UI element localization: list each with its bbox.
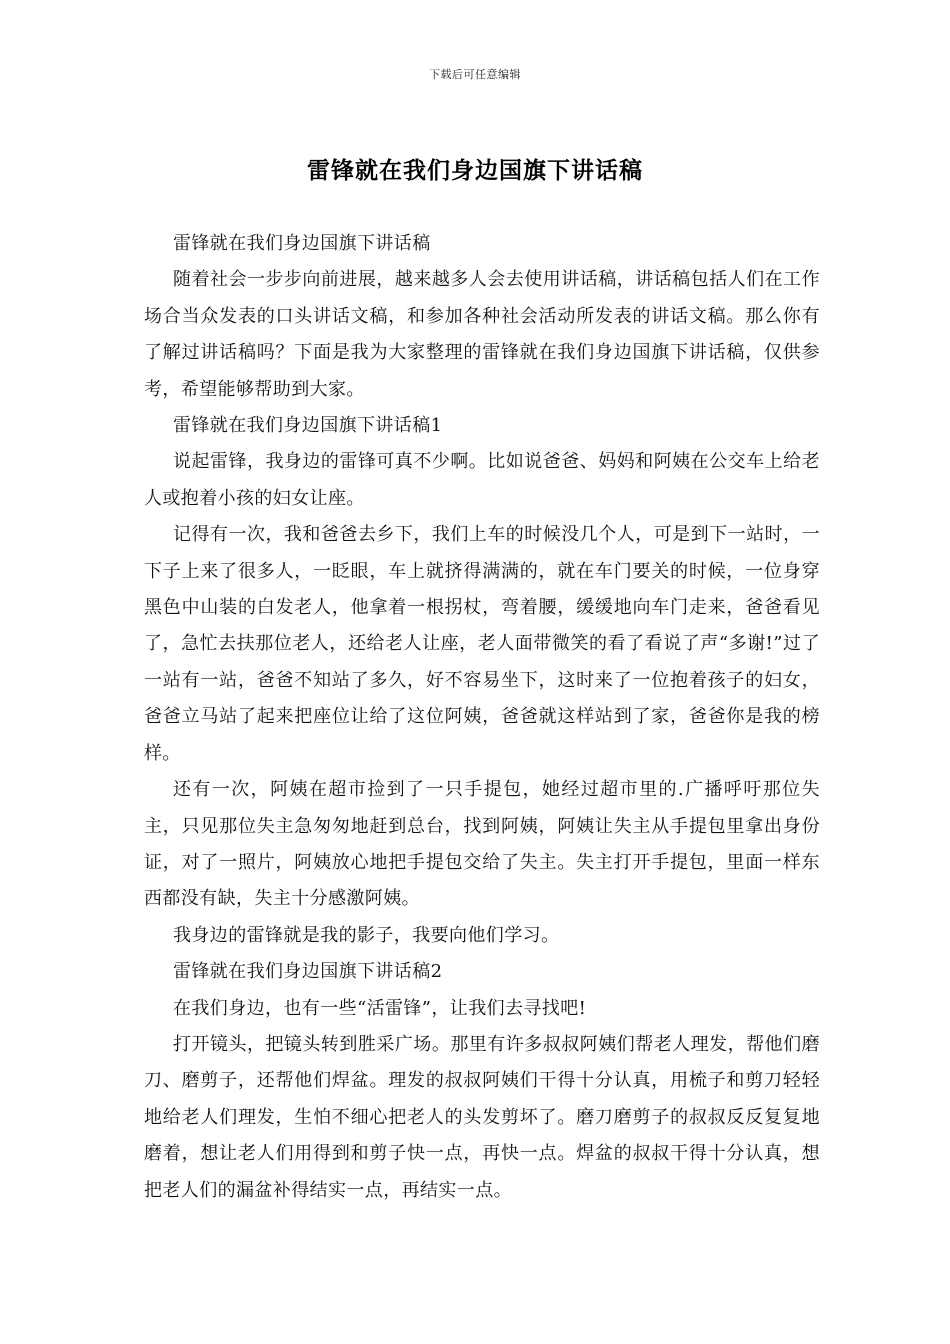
body-paragraph: 说起雷锋，我身边的雷锋可真不少啊。比如说爸爸、妈妈和阿姨在公交车上给老人或抱着小孩的妇女让座。 [144,451,820,509]
section-heading-2: 雷锋就在我们身边国旗下讲话稿2 [173,961,443,983]
body-paragraph: 还有一次，阿姨在超市捡到了一只手提包，她经过超市里的.广播呼吁那位失主，只见那位失主急匆匆地赶到总台，找到阿姨，阿姨让失主从手提包里拿出身份证，对了一照片，阿姨放心地把手提包交给了失主。失主打开手提包，里面一样东西都没有缺，失主十分感激阿姨。 [144,779,820,910]
body-paragraph: 记得有一次，我和爸爸去乡下，我们上车的时候没几个人，可是到下一站时，一下子上来了很多人，一眨眼，车上就挤得满满的，就在车门要关的时候，一位身穿黑色中山装的白发老人，他拿着一根拐杖，弯着腰，缓缓地向车门走来，爸爸看见了，急忙去扶那位老人，还给老人让座，老人面带微笑的看了看说了声“多谢!”过了一站有一站，爸爸不知站了多久，好不容易坐下，这时来了一位抱着孩子的妇女，爸爸立马站了起来把座位让给了这位阿姨，爸爸就这样站到了家，爸爸你是我的榜样。 [144,524,820,764]
header-note: 下载后可任意编辑 [429,68,521,81]
document-body [144,226,820,1209]
body-paragraph: 打开镜头，把镜头转到胜采广场。那里有许多叔叔阿姨们帮老人理发，帮他们磨刀、磨剪子，还帮他们焊盆。理发的叔叔阿姨们干得十分认真，用梳子和剪刀轻轻地给老人们理发，生怕不细心把老人的头发剪坏了。磨刀磨剪子的叔叔反反复复地磨着，想让老人们用得到和剪子快一点，再快一点。焊盆的叔叔干得十分认真，想把老人们的漏盆补得结实一点，再结实一点。 [144,1033,820,1201]
subtitle-paragraph: 雷锋就在我们身边国旗下讲话稿 [173,233,431,254]
document-title: 雷锋就在我们身边国旗下讲话稿 [307,157,643,184]
body-paragraph: 在我们身边，也有一些“活雷锋”，让我们去寻找吧! [173,997,587,1019]
intro-paragraph: 随着社会一步步向前进展，越来越多人会去使用讲话稿，讲话稿包括人们在工作场合当众发表的口头讲话文稿，和参加各种社会活动所发表的讲话文稿。那么你有了解过讲话稿吗？下面是我为大家整理的雷锋就在我们身边国旗下讲话稿，仅供参考，希望能够帮助到大家。 [144,269,820,400]
body-paragraph: 我身边的雷锋就是我的影子，我要向他们学习。 [173,924,560,946]
section-heading-1: 雷锋就在我们身边国旗下讲话稿1 [173,415,443,437]
